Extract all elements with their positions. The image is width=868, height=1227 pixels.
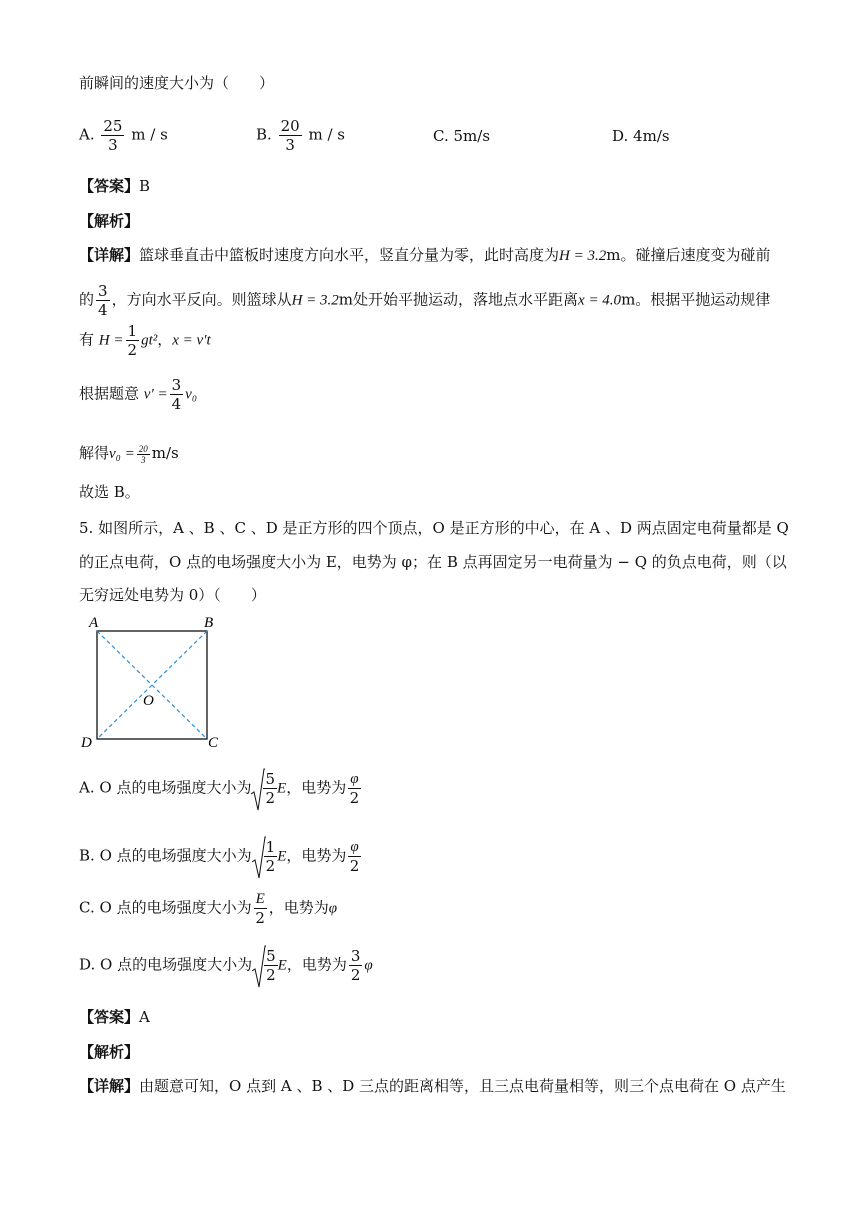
unit: m / s <box>308 125 345 144</box>
option-label: B. <box>79 846 95 865</box>
q4-detail-line5: 解得v₀ = $\frac{20}{3}$ m/s <box>79 443 179 465</box>
q4-detail-line1: 【详解】篮球垂直击中篮板时速度方向水平，竖直分量为零，此时高度为H = 3.2m。碰撞后速度变为碰前 <box>79 246 771 264</box>
q4-conclusion: 故选 B。 <box>79 483 140 501</box>
fraction: $\frac{3}{4}$ <box>171 376 182 413</box>
fraction: $\frac{E}{2}$ <box>255 891 265 927</box>
fraction: $\frac{\varphi}{2}$ <box>349 771 360 807</box>
answer-label: 【答案】 <box>79 177 140 195</box>
equation: H = 3.2 <box>291 292 339 309</box>
detail-label: 【详解】 <box>79 1077 140 1095</box>
fraction: $\frac{20}{3}$ <box>138 443 148 465</box>
option-label: D. <box>612 127 629 145</box>
option-text: 5m/s <box>453 127 491 145</box>
fraction: $\frac{1}{2}$ <box>127 322 138 359</box>
fraction: $\frac{20}{3}$ <box>280 117 300 154</box>
sqrt: $\frac{5}{2}$ <box>252 947 278 984</box>
q5-option-d[interactable]: D. O 点的电场强度大小为 $\frac{5}{2}$ E，电势为 $\frac{3}{2}$ φ <box>79 947 373 984</box>
fraction: $\frac{25}{3}$ <box>103 117 123 154</box>
vertex-d-label: D <box>81 735 92 751</box>
option-label: D. <box>79 955 96 974</box>
fraction: $\frac{3}{4}$ <box>98 282 108 319</box>
vertex-a-label: A <box>89 615 99 631</box>
q5-analysis-label: 【解析】 <box>79 1043 140 1061</box>
q4-stem-tail: 前瞬间的速度大小为（ ） <box>79 74 275 92</box>
unit: m / s <box>131 125 168 144</box>
center-o-label: O <box>143 693 154 709</box>
q5-option-c[interactable]: C. O 点的电场强度大小为 $\frac{E}{2}$ ，电势为φ <box>79 891 338 927</box>
q4-option-b[interactable] <box>256 117 345 154</box>
q4-option-c[interactable] <box>433 126 490 146</box>
q5-answer <box>79 1007 150 1027</box>
option-label: B. <box>256 125 272 144</box>
answer-value: A <box>139 1008 150 1026</box>
q5-option-a[interactable]: A. O 点的电场强度大小为 $\frac{5}{2}$ E，电势为 $\frac{\varphi}{2}$ <box>79 770 363 807</box>
q4-analysis-label: 【解析】 <box>79 212 140 230</box>
option-text: 4m/s <box>633 127 670 145</box>
option-label: A. <box>79 778 95 797</box>
fraction: $\frac{\varphi}{2}$ <box>349 839 360 875</box>
sqrt: $\frac{5}{2}$ <box>251 770 277 807</box>
equation: x = 4.0 <box>578 292 622 309</box>
q5-detail: 【详解】由题意可知，O 点到 A 、B 、D 三点的距离相等，且三点电荷量相等，则三个点电荷在 O 点产生 <box>79 1077 786 1095</box>
answer-label: 【答案】 <box>79 1008 140 1026</box>
equation: H = 3.2 <box>559 248 607 264</box>
square-figure <box>79 613 229 757</box>
option-label: A. <box>79 125 95 144</box>
detail-label: 【详解】 <box>79 246 140 264</box>
option-label: C. <box>79 898 95 917</box>
equation: x = v′t <box>172 332 211 349</box>
vertex-b-label: B <box>204 615 214 631</box>
fraction: $\frac{3}{2}$ <box>350 947 361 984</box>
option-label: C. <box>433 127 449 145</box>
sqrt: $\frac{1}{2}$ <box>252 838 278 875</box>
q5-option-b[interactable]: B. O 点的电场强度大小为 $\frac{1}{2}$ E，电势为 $\frac{\varphi}{2}$ <box>79 838 363 875</box>
q4-detail-line2: 的 $\frac{3}{4}$ ，方向水平反向。则篮球从H = 3.2m处开始平抛运动，落地点水平距离x = 4.0m。根据平抛运动规律 <box>79 282 771 319</box>
q5-stem-line1: 5. 如图所示，A 、B 、C 、D 是正方形的四个顶点，O 是正方形的中心，在 A 、D 两点固定电荷量都是 Q <box>79 519 789 537</box>
q4-option-d[interactable] <box>612 126 670 146</box>
vertex-c-label: C <box>208 735 219 751</box>
q4-detail-line4: 根据题意 v′ = $\frac{3}{4}$ v₀ <box>79 376 198 413</box>
q5-stem-line3: 无穷远处电势为 0）（ ） <box>79 586 266 604</box>
q4-option-a[interactable] <box>79 117 168 154</box>
answer-value: B <box>139 177 151 195</box>
q4-answer <box>79 176 150 196</box>
q5-stem-line2: 的正点电荷，O 点的电场强度大小为 E，电势为 φ；在 B 点再固定另一电荷量为 − Q 的负点电荷，则（以 <box>79 553 787 571</box>
q4-detail-line3: 有 H = $\frac{1}{2}$ gt²，x = v′t <box>79 322 211 359</box>
